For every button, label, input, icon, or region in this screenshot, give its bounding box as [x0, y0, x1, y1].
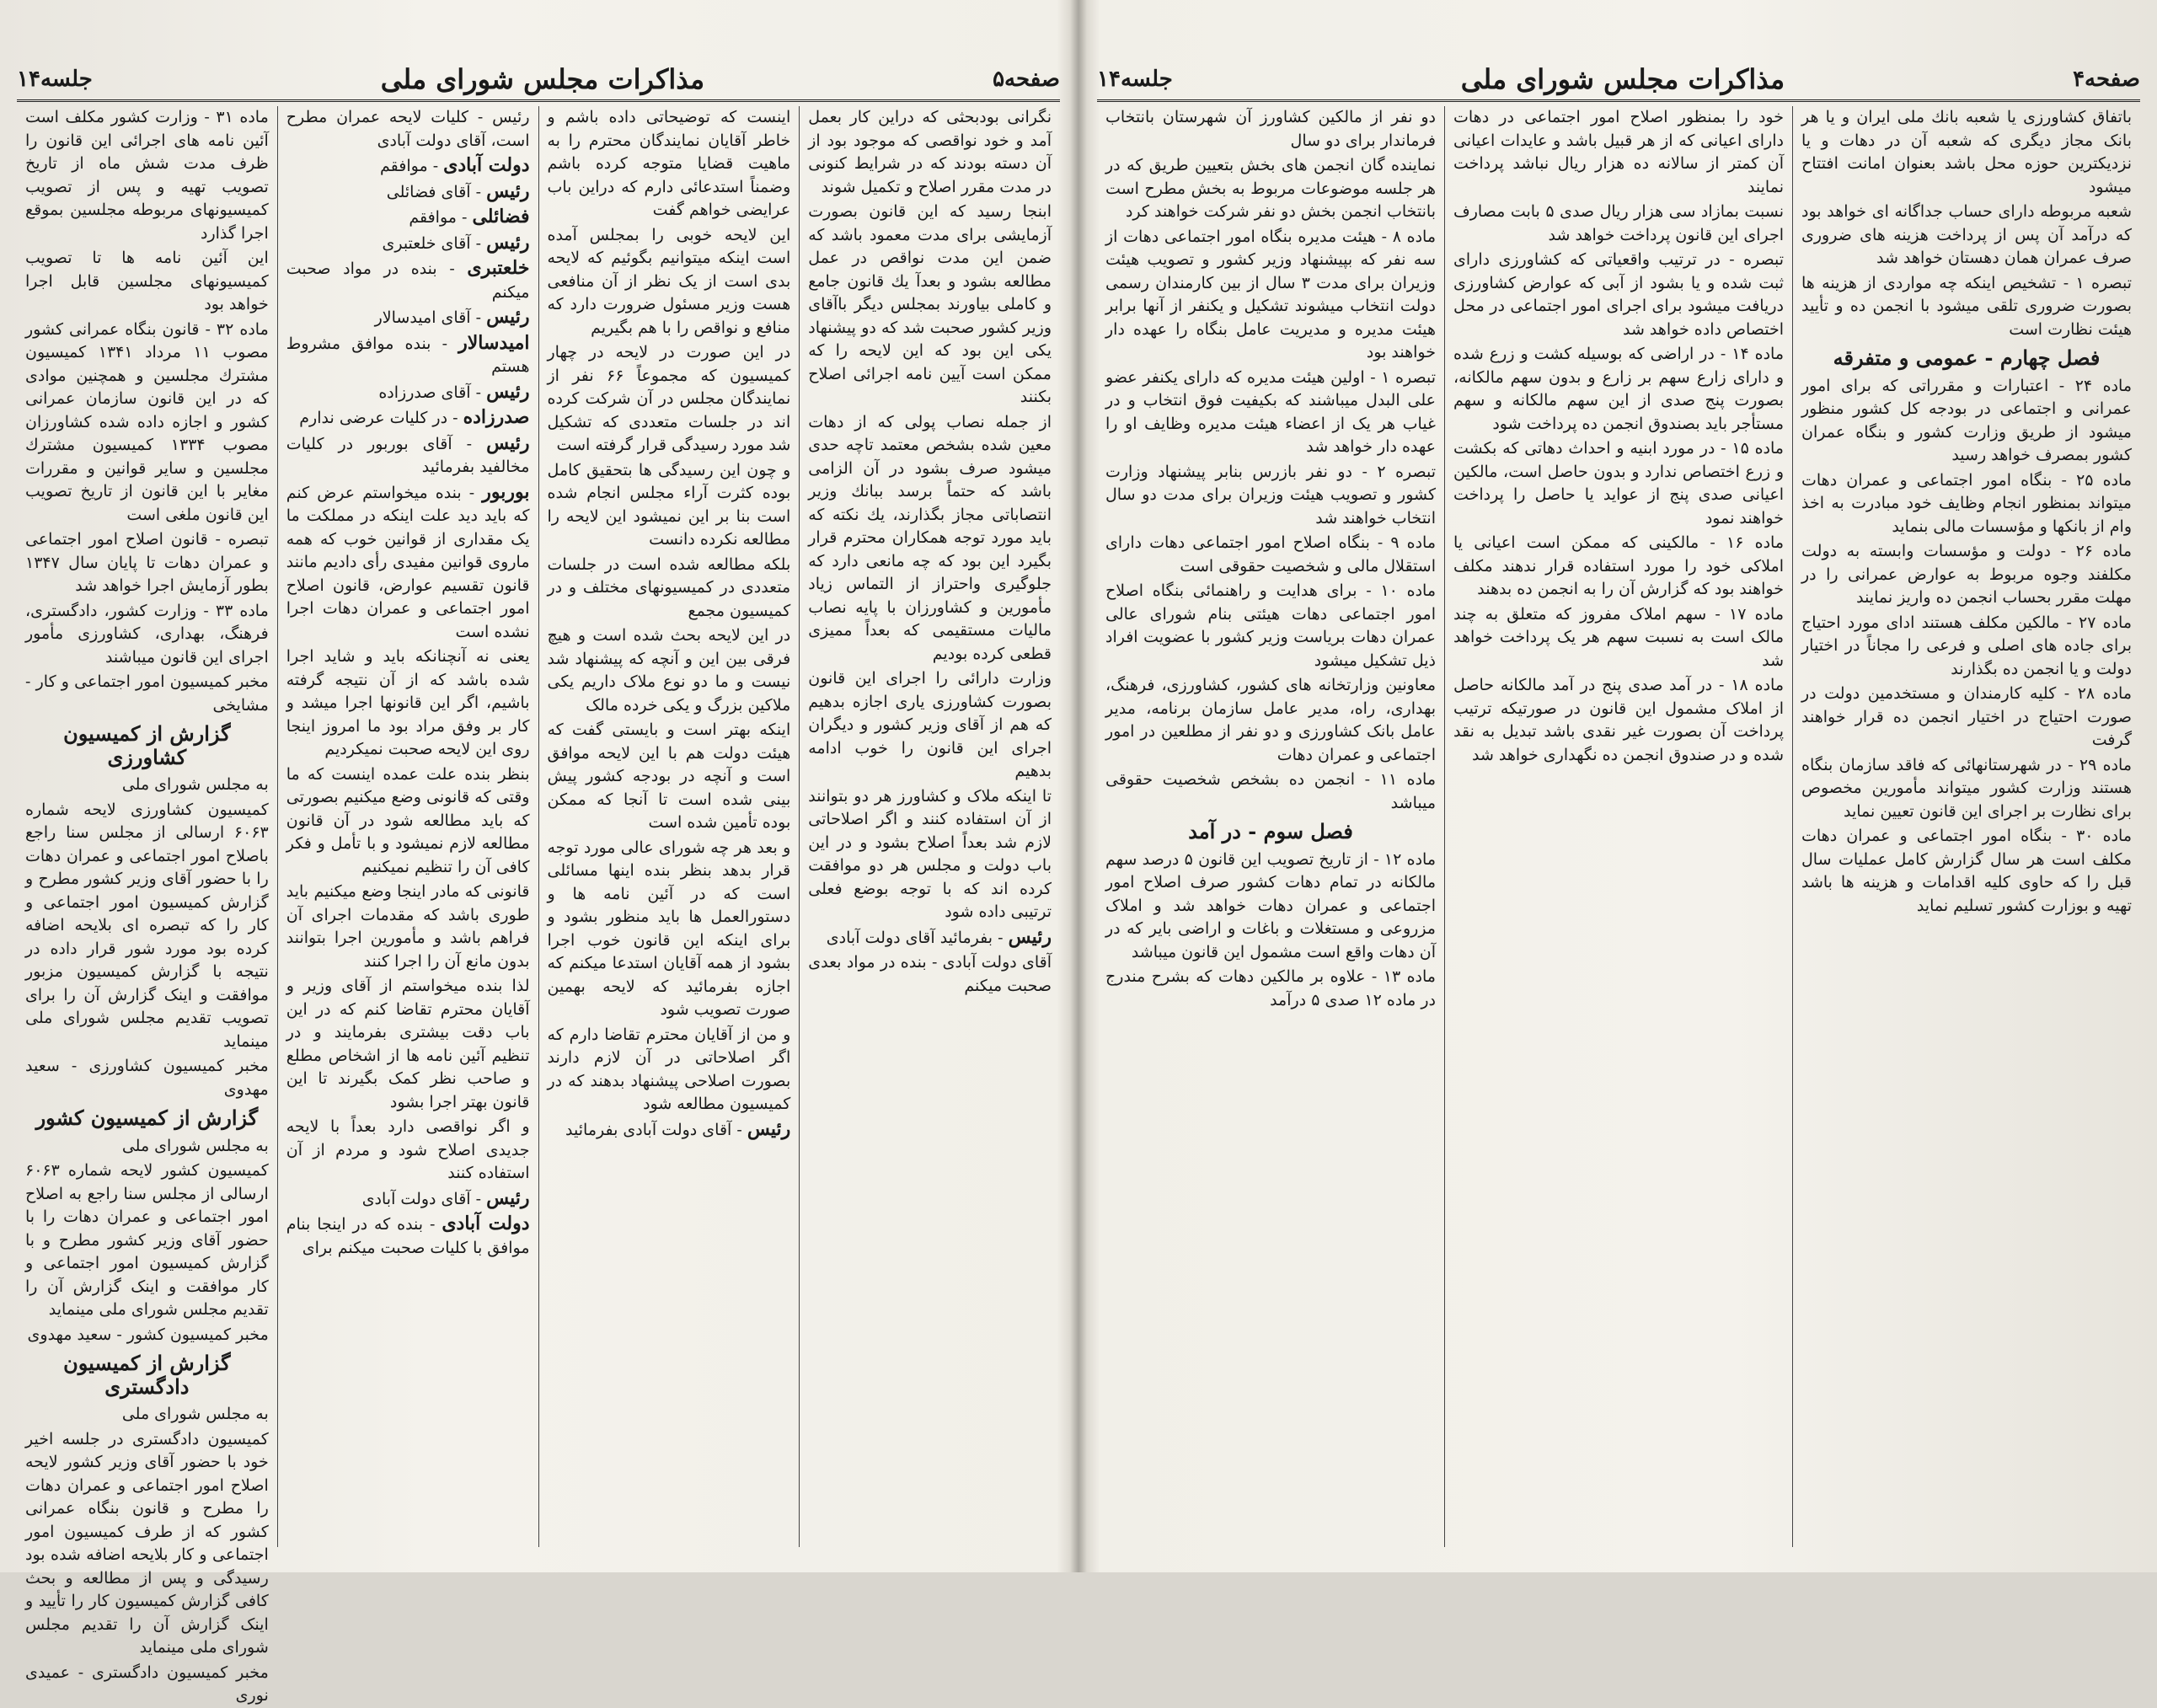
- paragraph: لذا بنده میخواستم از آقای وزیر و آقایان محترم تقاضا کنم که در این باب دقت بیشتری بفرمایند و در تنظیم آئین نامه ها از اشخاص مطلع و صاحب نظر کمک بگیرند تا این قانون بهتر اجرا بشود: [286, 977, 530, 1111]
- speaker-name: رئیس: [486, 306, 530, 328]
- left-page-columns: [17, 106, 1060, 1705]
- paragraph: تبصره ۲ - دو نفر بازرس بنابر پیشنهاد وزارت کشور و تصویب هیئت وزیران برای مدت دو سال انتخاب خواهند شد: [1105, 462, 1436, 527]
- speech-text: بنده موافق مشروط هستم: [286, 334, 530, 376]
- report-signature: مخبر کمیسیون دادگستری - عمیدی نوری: [25, 1662, 269, 1705]
- paragraph: ماده ۱۴ - در اراضی که بوسیله کشت و زرع شده و دارای زارع سهم بر زارع و بدون سهم مالکانه، بصورت پنج صدی از این سهم مالکانه و سهم مستأجر باید بصندوق انجمن ده پرداخت شود: [1453, 345, 1784, 433]
- paragraph: نسبت بمازاد سی هزار ریال صدی ۵ بابت مصارف اجرای این قانون پرداخت خواهد شد: [1453, 202, 1784, 244]
- session-label: جلسه۱۴: [17, 67, 93, 92]
- text-column: [799, 106, 1060, 1547]
- speech-text: موافقم: [380, 157, 428, 175]
- paragraph: تبصره ۱ - تشخیص اینکه چه مواردی از هزینه ها بصورت ضروری تلقی میشود با انجمن ده و تأیید هیئت نظارت است: [1801, 273, 2132, 339]
- speaker-name: دولت آبادی: [443, 154, 530, 176]
- paragraph: تبصره - در ترتیب واقعیاتی که کشاورزی دارای ثبت شده و یا بشود از آبی که عوارض کشاورزی دریافت میشود برای اجرای امور اجتماعی در محل اختصاص داده خواهد شد: [1453, 250, 1784, 339]
- paragraph: رئیس - کلیات لایحه عمران مطرح است، آقای دولت آبادی: [286, 108, 530, 150]
- paragraph: ماده ۸ - هیئت مدیره بنگاه امور اجتماعی دهات از سه نفر که بپیشنهاد وزیر کشور و تصویب هیئت وزیران برای مدت ۳ سال از بین کارمندان رسمی دولت انتخاب میشوند تشکیل و یکنفر از آنها برابر هیئت مدیره و مدیریت عامل بنگاه را عهده دار خواهند بود: [1105, 227, 1436, 361]
- paragraph: ماده ۳۲ - قانون بنگاه عمرانی کشور مصوب ۱۱ مرداد ۱۳۴۱ کمیسیون مشترك مجلسین و همچنین موادی که در این قانون سازمان عمرانی کشور و اجازه داده شده کشاورزان مصوب ۱۳۳۴ کمیسیون مشترك مجلسین و سایر قوانین و مقررات مغایر با این قانون از تاریخ تصویب این قانون ملغی است: [25, 319, 269, 524]
- paragraph: ابنجا رسید که این قانون بصورت آزمایشی برای مدت معمود باشد که ضمن این مدت نواقص در عمل مطالعه بشود و بعدآ یك قانون جامع و کاملی بیاورند بمجلس دیگر باآقای وزیر کشور صحبت شد که دو پیشنهاد یکی این بود که این لایحه را که ممکن است آیین نامه اجرائی اصلاح بکنند: [808, 202, 1052, 406]
- report-addressee: به مجلس شورای ملی: [121, 775, 269, 794]
- speaker-name: بوربور: [482, 480, 530, 503]
- paragraph: باتفاق کشاورزی یا شعبه بانك ملی ایران و یا هر بانک مجاز دیگری که شعبه آن در دهات و یا نزدیکترین حوزه محل باشد بعنوان امانت افتتاح میشود: [1801, 108, 2132, 196]
- report-title: گزارش از کمیسیون کشور: [35, 1106, 259, 1130]
- speech: صدرزاده - در کلیات عرضی ندارم: [299, 406, 530, 428]
- paragraph: تبصره - قانون اصلاح امور اجتماعی و عمران دهات تا پایان سال ۱۳۴۷ بطور آزمایش اجرا خواهد شد: [25, 530, 269, 595]
- speech: رئیس - آقای امیدسالار: [374, 306, 530, 328]
- report-signature: مخبر کمیسیون کشاورزی - سعید مهدوی: [25, 1057, 269, 1099]
- publication-title: مذاکرات مجلس شورای ملی: [380, 63, 705, 95]
- speaker-name: رئیس: [486, 380, 530, 403]
- text-column: [17, 106, 277, 1705]
- report-addressee: به مجلس شورای ملی: [121, 1405, 269, 1423]
- section-heading: فصل سوم - در آمد: [1188, 819, 1353, 843]
- paragraph: و چون این رسیدگی ها بتحقیق کامل بوده کثرت آراء مجلس انجام شده است بنا بر این نمیشود این لایحه را مطالعه نکرده دانست: [547, 460, 791, 549]
- publication-title: مذاکرات مجلس شورای ملی: [1460, 63, 1785, 95]
- page-number: صفحه۴: [2073, 67, 2140, 92]
- paragraph: ماده ۳۳ - وزارت کشور، دادگستری، فرهنگ، بهداری، کشاورزی مأمور اجرای این قانون میباشند: [25, 601, 269, 667]
- speech-text: بنده که در اینجا بنام موافق با کلیات صحبت میکنم برای: [286, 1215, 530, 1257]
- text-column: [1097, 106, 1444, 1547]
- speech: رئیس - آقای بوربور در کلیات مخالفید بفرمائید: [286, 431, 530, 476]
- speech: رئیس - آقای دولت آبادی: [361, 1186, 530, 1209]
- speaker-name: رئیس: [486, 431, 530, 454]
- paragraph: ماده ۱۶ - مالکینی که ممکن است اعیانی یا املاکی خود را مورد استفاده قرار ندهند مکلف خواهند بود که گزارش آن را به انجمن ده بدهند: [1453, 533, 1784, 598]
- speaker-name: امیدسالار: [458, 331, 530, 354]
- speaker-name: خلعتبری: [467, 257, 530, 279]
- article: ماده ۲۸ - کلیه کارمندان و مستخدمین دولت در صورت احتیاج در اختیار انجمن ده قرار خواهند گرفت: [1801, 684, 2132, 749]
- section-heading: فصل چهارم - عمومی و متفرقه: [1833, 345, 2101, 370]
- speech: [808, 951, 1052, 998]
- speech: رئیس - آقای دولت آبادی بفرمائید: [565, 1117, 791, 1140]
- speaker-name: رئیس: [486, 1186, 530, 1209]
- article: ماده ۳۰ - بنگاه امور اجتماعی و عمران دهات مکلف است هر سال گزارش کامل عملیات سال قبل را که حاوی کلیه اقدامات و هزینه ها باشد تهیه و بوزارت کشور تسلیم نماید: [1801, 827, 2132, 915]
- report-title: گزارش از کمیسیون دادگستری: [63, 1351, 231, 1399]
- right-page: [1080, 0, 2157, 1572]
- speech-text: بنده در مواد صحبت میکنم: [286, 260, 530, 302]
- session-label: جلسه۱۴: [1097, 67, 1173, 92]
- right-page-header: [1097, 59, 2140, 102]
- speaker-name: رئیس: [486, 179, 530, 202]
- speaker-name: دولت آبادی: [442, 1213, 530, 1234]
- paragraph: ماده ۱۷ - سهم املاک مفروز که متعلق به چند مالک است به نسبت سهم هر یک پرداخت خواهد شد: [1453, 604, 1785, 670]
- paragraph: تبصره ۱ - اولین هیئت مدیره که دارای یکنفر عضو علی البدل میباشند که بکیفیت فوق انتخاب و در غیاب هر یک از اعضاء هیئت مدیره وظایف او را عهده دار خواهد شد: [1105, 367, 1436, 456]
- report-addressee: به مجلس شورای ملی: [121, 1136, 269, 1155]
- speaker-name: صدرزاده: [463, 406, 530, 428]
- speech-text: بنده میخواستم عرض کنم که باید دید علت اینکه در مملکت ما یک مقداری از قوانین خوب که همه ماروی قوانین مفیدی رأی دادیم مانند قانون تقسیم عوارض، قانون اصلاح امور اجتماعی و عمران دهات اجرا نشده است: [286, 483, 530, 641]
- paragraph: تا اینکه ملاک و کشاورز هر دو بتوانند از آن استفاده کنند و اگر اصلاحاتی لازم شد بعداً اصلاح بشود و در این باب دولت و مجلس هر دو موافقت کرده اند که با توجه بوضع فعلی ترتیبی داده شود: [808, 786, 1052, 921]
- paragraph: در این لایحه بحث شده است و هیچ فرقی بین این و آنچه که پیشنهاد شد نیست و ما دو نوع ملاک داریم یکی ملاکین بزرگ و یکی خرده مالک: [547, 626, 791, 715]
- page-number: صفحه۵: [993, 67, 1060, 92]
- paragraph: مخبر کمیسیون امور اجتماعی و کار - مشایخی: [25, 672, 269, 715]
- speech-text: آقای امیدسالار: [374, 308, 471, 327]
- paragraph: ماده ۹ - بنگاه اصلاح امور اجتماعی دهات دارای استقلال مالی و شخصیت حقوقی است: [1105, 533, 1437, 576]
- paragraph: این لایحه خوبی را بمجلس آمده است اینکه میتوانیم بگوئیم که لایحه بدی است از یک نظر از آن منافعی هست وزیر مسئول ضرورت دارد که منافع و نواقص را با هم بگیریم: [547, 225, 791, 337]
- paragraph: از جمله نصاب پولی که از دهات معین شده بشخص معتمد تاچه حدی میشود صرف بشود در آن الزامی باشد که حتماً برسد ببانك وزیر انتصاباتی مجاز بگذارند، یك نکته که باید مورد توجه همکاران محترم قرار بگیرد این بود که چه مانعی دارد که جلوگیری واحتراز از التماس زیاد مأمورین و کشاورزان با پایه نصاب مالیات مستقیمی که بعداً ممیزی قطعی کرده بودیم: [808, 412, 1052, 663]
- speech: دولت آبادی - بنده که در اینجا بنام موافق با کلیات صحبت میکنم برای: [286, 1213, 530, 1257]
- paragraph: دو نفر از مالکین کشاورز آن شهرستان بانتخاب فرماندار برای دو سال: [1105, 108, 1436, 150]
- paragraph: نگرانی بودبحثی که دراین کار بعمل آمد و خود نواقصی که موجود بود از آن دسته بودند که در شرایط کنونی در مدت مقرر اصلاح و تکمیل شوند: [808, 108, 1052, 196]
- right-page-columns: [1097, 106, 2140, 1547]
- paragraph: وزارت دارائی را اجرای این قانون بصورت کشاورزی یاری اجازه بدهیم که هم از آقای وزیر کشور و دیگران اجرای این قانون را خوب ادامه بدهیم: [808, 669, 1052, 780]
- text-column: [1444, 106, 1792, 1547]
- speech-text: آقای بوربور در کلیات مخالفید بفرمائید: [286, 434, 530, 476]
- report-body: کمیسیون کشور لایحه شماره ۶۰۶۳ ارسالی از مجلس سنا راجع به اصلاح امور اجتماعی و عمران دهات را با حضور آقای وزیر کشور مطرح و با گزارش کمیسیون امور اجتماعی و کار موافقت و اینک گزارش آن را تقدیم مجلس شورای ملی مینماید: [25, 1161, 269, 1319]
- report-title: گزارش از کمیسیون کشاورزی: [63, 721, 231, 769]
- speech: امیدسالار - بنده موافق مشروط هستم: [286, 331, 530, 376]
- speech-text: در کلیات عرضی ندارم: [299, 409, 448, 427]
- text-column: [538, 106, 800, 1547]
- article: ماده ۱۲ - از تاریخ تصویب این قانون ۵ درصد سهم مالکانه در تمام دهات کشور صرف اصلاح امور اجتماعی و عمران دهات خواهد شد و املاک مزروعی و مستغلات و باغات و اراضی بایر که در آن دهات واقع است مشمول این قانون میباشد: [1105, 849, 1436, 961]
- paragraph: قانونی که مادر اینجا وضع میکنیم باید طوری باشد که مقدمات اجرای آن فراهم باشد و مأمورین اجرا بتوانند بدون مانع آن را اجرا کنند: [286, 882, 530, 971]
- speaker-name: رئیس: [1008, 925, 1052, 948]
- left-page: [0, 0, 1077, 1705]
- speech-text: بفرمائید آقای دولت آبادی: [826, 928, 993, 947]
- paragraph: در این صورت در لایحه در چهار کمیسیون که مجموعاً ۶۶ نفر از نمایندگان مجلس در آن شرکت کرده اند در جلسات متعددی که تشکیل شد مورد رسیدگی قرار گرفته است: [547, 343, 791, 454]
- paragraph: نماینده گان انجمن های بخش بتعیین طریق که در هر جلسه موضوعات مربوط به بخش مطرح است بانتخاب انجمن بخش دو نفر شرکت خواهند کرد: [1105, 156, 1436, 221]
- speech-text: آقای فضائلی: [386, 182, 471, 201]
- text-column: [1792, 106, 2140, 1547]
- speech: بوربور - بنده میخواستم عرض کنم که باید دید علت اینکه در مملکت ما یک مقداری از قوانین خوب که همه ماروی قوانین مفیدی رأی دادیم مانند قانون تقسیم عوارض، قانون اصلاح امور اجتماعی و عمران دهات اجرا نشده است: [286, 480, 530, 641]
- paragraph: معاونین وزارتخانه های کشور، کشاورزی، فرهنگ، بهداری، راه، مدیر عامل سازمان برنامه، مدیر عامل بانک کشاورزی و دو نفر از مطلعین در امور اجتماعی و عمران دهات: [1105, 676, 1436, 764]
- speaker-name: فضائلی: [472, 206, 530, 228]
- speech: دولت آبادی - موافقم: [380, 154, 530, 176]
- paragraph: ماده ۳۱ - وزارت کشور مکلف است آئین نامه های اجرائی این قانون را ظرف مدت شش ماه از تاریخ تصویب تهیه و پس از تصویب کمیسیونهای مربوطه مجلسین بموقع اجرا گذارد: [25, 108, 269, 243]
- paragraph: اینکه بهتر است و بایستی گفت که هیئت دولت هم با این لایحه موافق است و آنچه در بودجه کشور پیش بینی شده است تا آنجا که ممکن بوده تأمین شده است: [547, 720, 791, 832]
- left-page-header: [17, 59, 1060, 102]
- speech: رئیس - آقای صدرزاده: [378, 380, 530, 403]
- article: ماده ۲۶ - دولت و مؤسسات وابسته به دولت مکلفند وجوه مربوط به عوارض عمرانی را در مهلت مقرر بحساب انجمن ده واریز نمایند: [1801, 542, 2132, 607]
- speaker-name: رئیس: [747, 1117, 791, 1140]
- paragraph: و اگر نواقصی دارد بعداً با لایحه جدیدی اصلاح شود و مردم از آن استفاده کنند: [286, 1117, 530, 1182]
- paragraph: ماده ۱۵ - در مورد ابنیه و احداث دهاتی که بکشت و زرع اختصاص ندارد و بدون حاصل است، مالکین اعیانی صدی پنج از عواید یا حاصل را پرداخت خواهند نمود: [1453, 439, 1784, 527]
- report-signature: مخبر کمیسیون کشور - سعید مهدوی: [27, 1325, 269, 1344]
- article: ماده ۲۹ - در شهرستانهائی که فاقد سازمان بنگاه هستند وزارت کشور میتواند مأمورین مخصوص برای نظارت بر اجرای این قانون تعیین نماید: [1801, 755, 2133, 821]
- speech: فضائلی - موافقم: [409, 206, 530, 228]
- speech: رئیس - بفرمائید آقای دولت آبادی: [826, 925, 1052, 948]
- paragraph: بلکه مطالعه شده است در جلسات متعددی در کمیسیونهای مختلف و در کمیسیون مجمع: [547, 554, 791, 620]
- paragraph: و من از آقایان محترم تقاضا دارم که اگر اصلاحاتی در آن لازم دارند بصورت اصلاحی پیشنهاد بدهند که در کمیسیون مطالعه شود: [547, 1025, 791, 1113]
- article: ماده ۲۴ - اعتبارات و مقرراتی که برای امور عمرانی و اجتماعی در بودجه کل کشور منظور میشود از طریق وزارت کشور و بنگاه عمران کشور بمصرف خواهد رسید: [1801, 376, 2132, 464]
- article: ماده ۲۵ - بنگاه امور اجتماعی و عمران دهات میتواند بمنظور انجام وظایف خود مبادرت به اخذ وام از بانکها و مؤسسات مالی بنماید: [1801, 470, 2132, 536]
- speech: رئیس - آقای خلعتبری: [382, 231, 530, 254]
- paragraph: شعبه مربوطه دارای حساب جداگانه ای خواهد بود که درآمد آن پس از پرداخت هزینه های ضروری صرف عمران همان دهستان خواهد شد: [1801, 202, 2132, 267]
- speech-text: آقای صدرزاده: [378, 383, 471, 402]
- speech-text: موافقم: [409, 208, 457, 227]
- text-column: [277, 106, 538, 1547]
- speaker-name: رئیس: [486, 231, 530, 254]
- paragraph: و بعد هر چه شورای عالی مورد توجه قرار بدهد بنظر بنده اینها مسائلی است که در آئین نامه ها و دستورالعمل ها باید منظور بشود و برای اینکه این قانون خوب اجرا بشود از همه آقایان استدعا میکنم که اجازه بفرمائید که لایحه بهمین صورت تصویب شود: [547, 838, 791, 1019]
- paragraph: خود را بمنظور اصلاح امور اجتماعی در دهات دارای اعیانی که از هر قبیل باشد و عایدات اعیانی آن کمتر از سالانه ده هزار ریال نباشد پرداخت نمایند: [1453, 108, 1784, 196]
- report-body: کمیسیون دادگستری در جلسه اخیر خود با حضور آقای وزیر کشور لایحه اصلاح امور اجتماعی و عمران دهات را مطرح و قانون بنگاه عمرانی کشور که از طرف کمیسیون امور اجتماعی و کار بلایحه اضافه شده بود رسیدگی و پس از مطالعه و بحث کافی گزارش کمیسیون کار را تأیید و اینک گزارش آن را تقدیم مجلس شورای ملی مینماید: [25, 1429, 269, 1657]
- speech: خلعتبری - بنده در مواد صحبت میکنم: [286, 257, 530, 302]
- paragraph: یعنی نه آنچنانکه باید و شاید اجرا شده باشد که از آن نتیجه گرفته باشیم، اگر این قانونها اجرا میشد و کار بر وفق مراد بود ما امروز اینجا روی این لایحه صحبت نمیکردیم: [286, 647, 530, 758]
- article: ماده ۲۷ - مالکین مکلف هستند ادای مورد احتیاج برای جاده های اصلی و فرعی را مجاناً در اختیار دولت و یا انجمن ده بگذارند: [1801, 613, 2133, 678]
- paragraph: ماده ۱۸ - در آمد صدی پنج در آمد مالکانه حاصل از املاک مشمول این قانون در صورتیکه ترتیب پرداخت آن بصورت غیر نقدی باشد تبدیل به نقد شده و در صندوق انجمن ده نگهداری خواهد شد: [1453, 676, 1784, 764]
- paragraph: بنظر بنده علت عمده اینست که ما وقتی که قانونی وضع میکنیم بصورتی که باید مطالعه شود در آن قانون مطالعه لازم نمیشود و با تأمل و فکر کافی آن را تنظیم نمیکنیم: [286, 764, 530, 876]
- report-body: کمیسیون کشاورزی لایحه شماره ۶۰۶۳ ارسالی از مجلس سنا راجع باصلاح امور اجتماعی و عمران دهات را با حضور آقای وزیر کشور مطرح و گزارش کمیسیون امور اجتماعی و کار را که تبصره ای بلایحه اضافه کرده بود مورد شور قرار داده در نتیجه با گزارش کمیسیون مزبور موافقت و اینک گزارش آن را برای تصویب تقدیم مجلس شورای ملی مینماید: [25, 800, 269, 1051]
- speech-text: آقای دولت آبادی بفرمائید: [565, 1120, 732, 1139]
- speech-text: آقای دولت آبادی - بنده در مواد بعدی صحبت میکنم: [808, 953, 1052, 995]
- paragraph: ماده ۱۰ - برای هدایت و راهنمائی بنگاه اصلاح امور اجتماعی دهات هیئتی بنام شورای عالی عمران دهات بریاست وزیر کشور با عضویت افراد ذیل تشکیل میشود: [1105, 581, 1437, 670]
- speech-text: آقای دولت آبادی: [361, 1189, 471, 1208]
- speech: رئیس - آقای فضائلی: [386, 179, 530, 202]
- article: ماده ۱۳ - علاوه بر مالکین دهات که بشرح مندرج در ماده ۱۲ صدی ۵ درآمد: [1105, 967, 1436, 1009]
- speech-text: آقای خلعتبری: [382, 233, 471, 253]
- paragraph: ماده ۱۱ - انجمن ده بشخص شخصیت حقوقی میباشد: [1105, 770, 1437, 812]
- paragraph: اینست که توضیحاتی داده باشم و خاطر آقایان نمایندگان محترم را به ماهیت قضایا متوجه کرده باشم وضمناً استدعائی دارم که دراین باب عرایضی خواهم گفت: [547, 108, 791, 219]
- paragraph: این آئین نامه ها تا تصویب کمیسیونهای مجلسین قابل اجرا خواهد بود: [25, 249, 269, 313]
